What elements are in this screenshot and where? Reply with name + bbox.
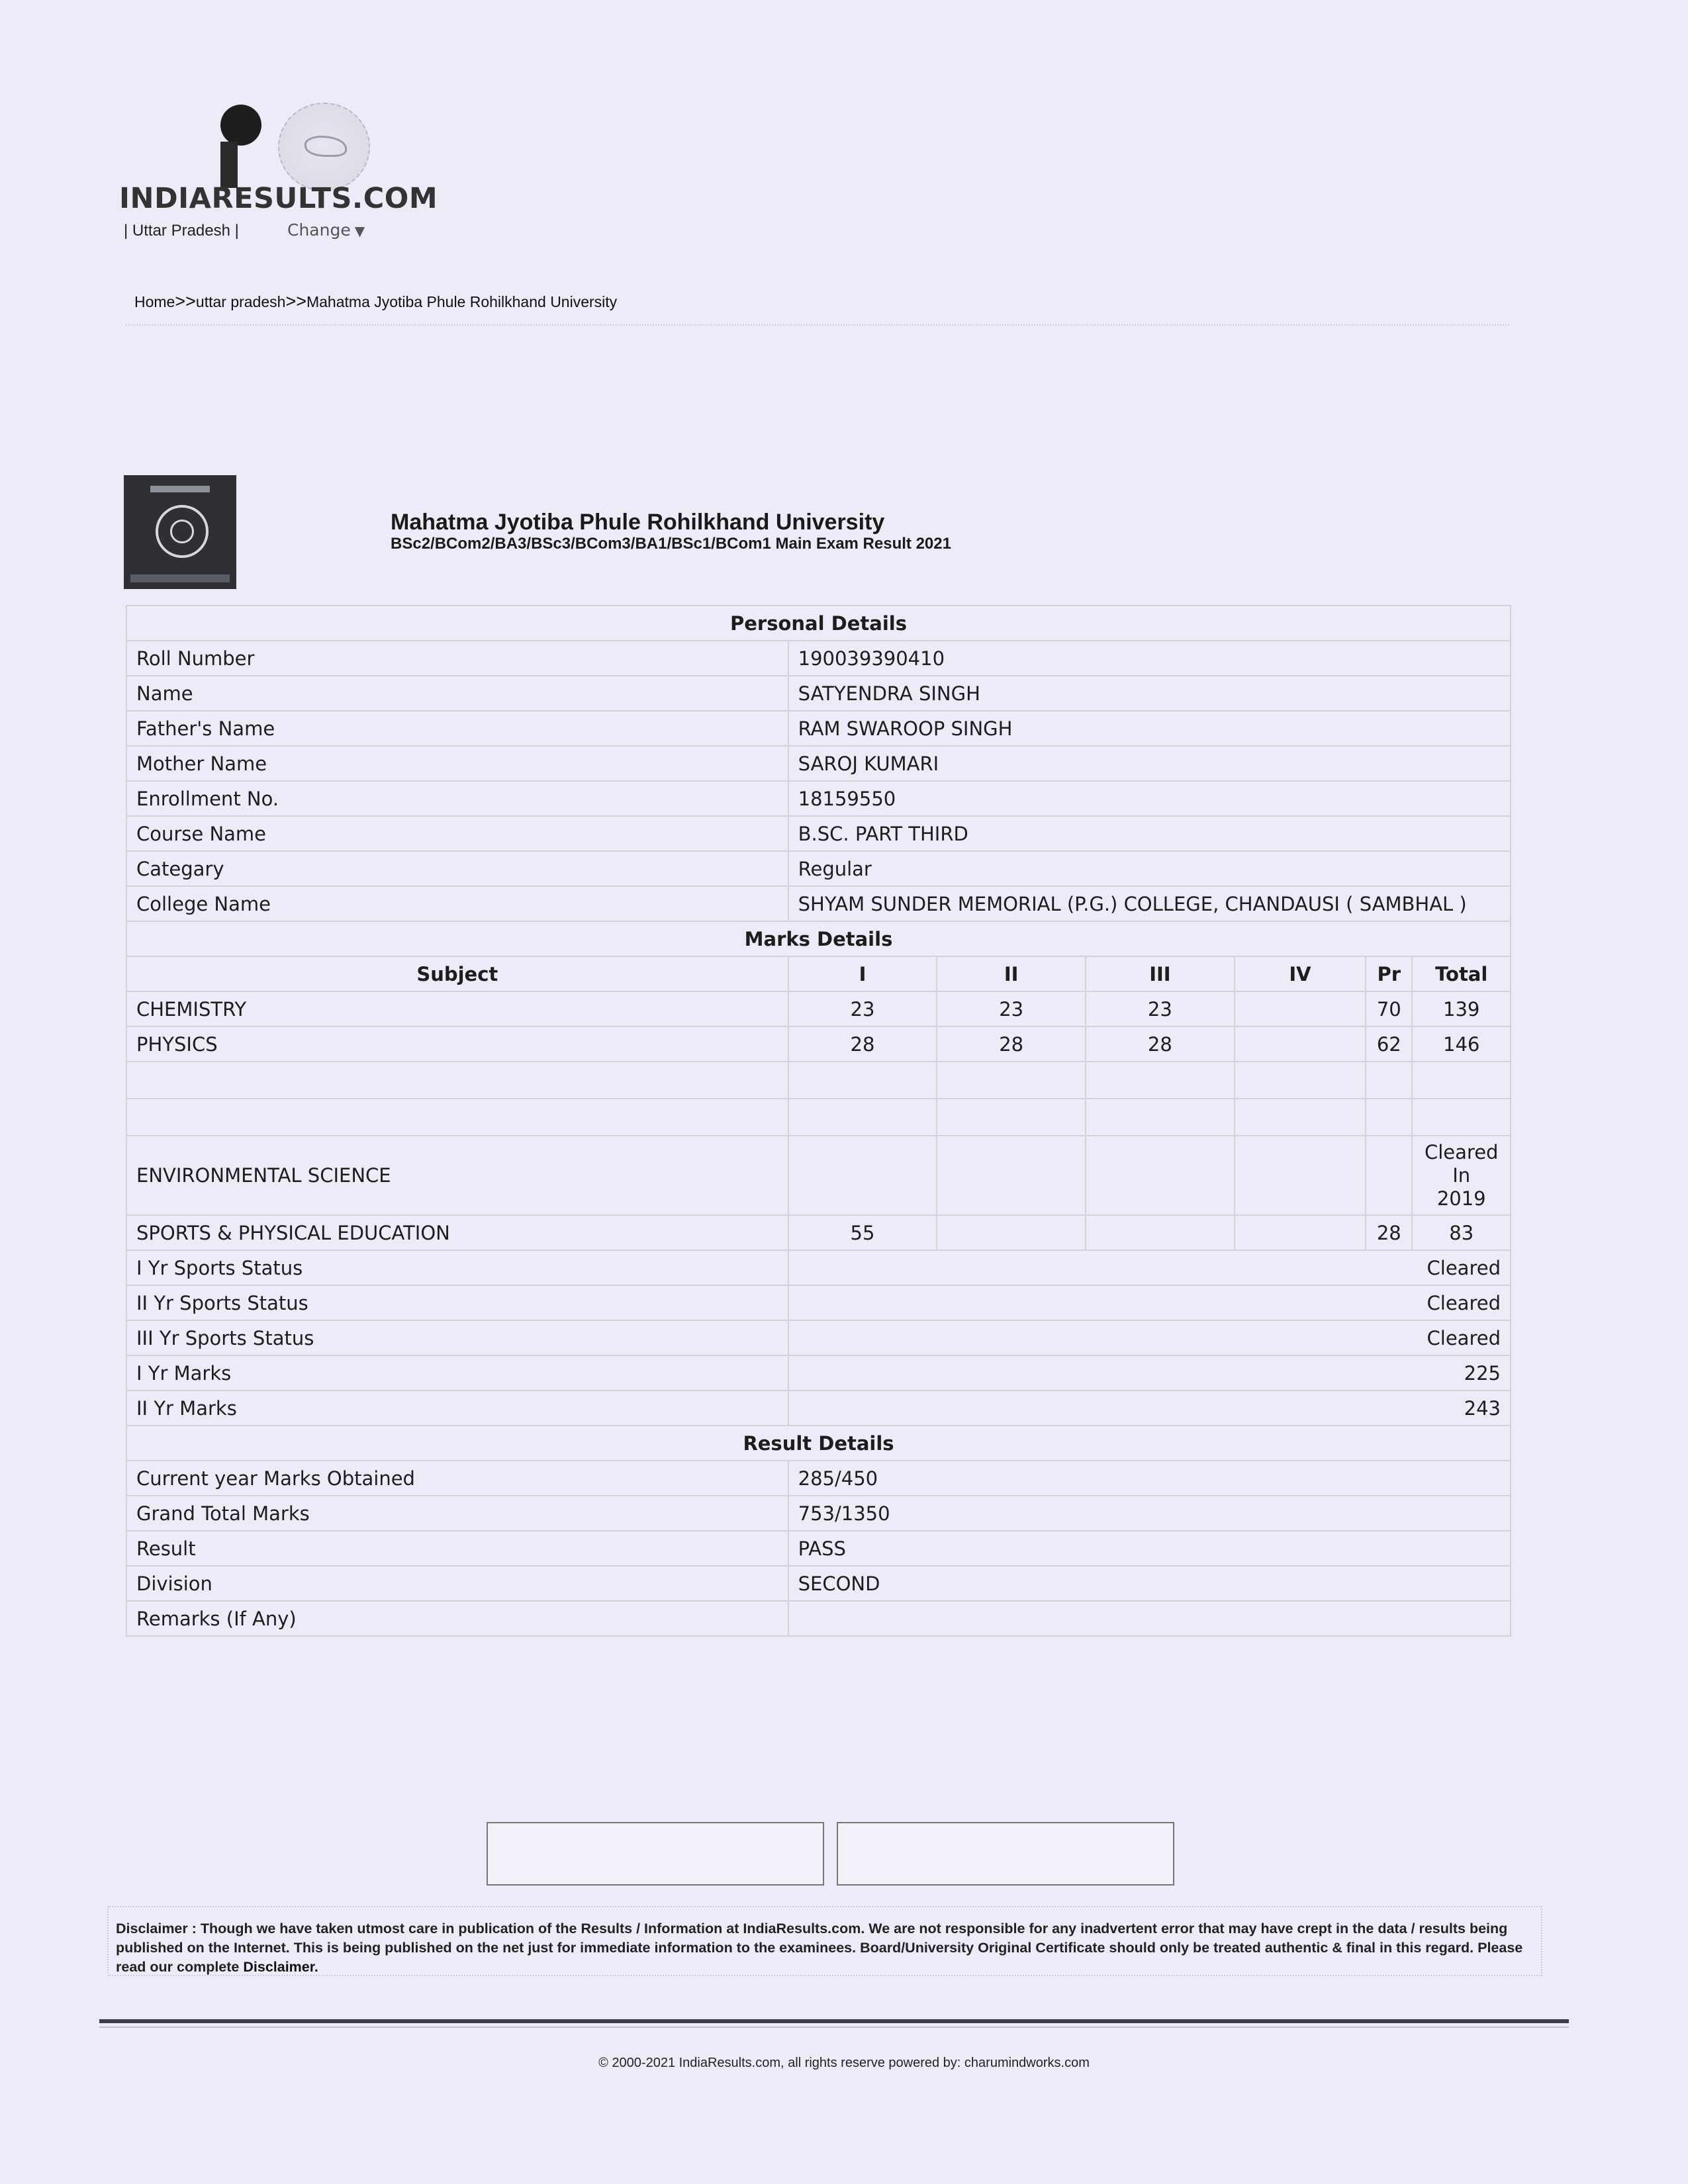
status-label: II Yr Marks	[126, 1390, 788, 1426]
status-row	[126, 1285, 1511, 1320]
field-label: Mother Name	[126, 746, 788, 781]
result-label: Division	[126, 1566, 788, 1601]
subject-name: CHEMISTRY	[126, 991, 788, 1026]
state-label: | Uttar Pradesh |	[124, 222, 239, 240]
field-label: College Name	[126, 886, 788, 921]
field-value: SAROJ KUMARI	[788, 746, 1511, 781]
column-header-iii: III	[1086, 956, 1235, 991]
column-header-ii: II	[937, 956, 1086, 991]
field-value: SHYAM SUNDER MEMORIAL (P.G.) COLLEGE, CHANDAUSI ( SAMBHAL )	[788, 886, 1511, 921]
marks-pr: 62	[1366, 1026, 1412, 1062]
column-header-i: I	[788, 956, 937, 991]
breadcrumb-state[interactable]: uttar pradesh	[195, 293, 286, 310]
status-line: Cleared	[1424, 1140, 1499, 1163]
marks-row	[126, 1215, 1511, 1250]
personal-row	[126, 711, 1511, 746]
university-title: Mahatma Jyotiba Phule Rohilkhand University	[391, 510, 885, 535]
status-value: 225	[788, 1355, 1511, 1390]
subject-name: PHYSICS	[126, 1026, 788, 1062]
marks-header-row	[126, 956, 1511, 991]
marks-iii: 23	[1086, 991, 1235, 1026]
change-state-link[interactable]	[287, 220, 365, 240]
field-label: Name	[126, 676, 788, 711]
chevron-down-icon: ▼	[354, 223, 365, 239]
field-value: B.SC. PART THIRD	[788, 816, 1511, 851]
disclaimer-text	[116, 1919, 1529, 1977]
status-row	[126, 1320, 1511, 1355]
header-divider	[126, 324, 1509, 326]
personal-row	[126, 886, 1511, 921]
column-header-pr: Pr	[1366, 956, 1412, 991]
field-value: 18159550	[788, 781, 1511, 816]
column-header-total: Total	[1412, 956, 1511, 991]
marks-total: 83	[1412, 1215, 1511, 1250]
result-label: Result	[126, 1531, 788, 1566]
personal-row	[126, 816, 1511, 851]
result-row	[126, 1496, 1511, 1531]
site-brand-logo[interactable]: INDIARESULTS.COM	[119, 182, 438, 215]
personal-row	[126, 781, 1511, 816]
breadcrumb	[134, 291, 617, 312]
section-header-row	[126, 921, 1511, 956]
personal-row	[126, 676, 1511, 711]
status-label: II Yr Sports Status	[126, 1285, 788, 1320]
result-row	[126, 1461, 1511, 1496]
personal-row	[126, 641, 1511, 676]
result-value	[788, 1601, 1511, 1636]
result-label: Remarks (If Any)	[126, 1601, 788, 1636]
column-header-subject: Subject	[126, 956, 788, 991]
subject-name: SPORTS & PHYSICAL EDUCATION	[126, 1215, 788, 1250]
copyright-text: © 2000-2021 IndiaResults.com, all rights reserve powered by: charumindworks.com	[598, 2056, 1090, 2070]
marks-total: 139	[1412, 991, 1511, 1026]
field-label: Father's Name	[126, 711, 788, 746]
change-label: Change	[287, 220, 351, 240]
status-label: I Yr Marks	[126, 1355, 788, 1390]
field-label: Categary	[126, 851, 788, 886]
marks-i: 28	[788, 1026, 937, 1062]
action-button-1[interactable]	[487, 1822, 824, 1886]
result-value: SECOND	[788, 1566, 1511, 1601]
marks-details-heading: Marks Details	[126, 921, 1511, 956]
result-table	[126, 605, 1511, 1637]
personal-row	[126, 746, 1511, 781]
marks-row	[126, 1136, 1511, 1215]
marks-iii: 28	[1086, 1026, 1235, 1062]
status-line: In	[1452, 1163, 1471, 1187]
field-value: Regular	[788, 851, 1511, 886]
result-details-heading: Result Details	[126, 1426, 1511, 1461]
disclaimer-body: Disclaimer : Though we have taken utmost care in publication of the Results / Information at IndiaResults.com. We are not responsible for any inadvertent error that may have crept in the data / results being published on the Internet. This is being published on the net just for immediate information to the examinees. Board/University Original Certificate should only be treated authentic & final in this regard. Please read our complete	[116, 1921, 1523, 1975]
marks-pr: 70	[1366, 991, 1412, 1026]
result-value: PASS	[788, 1531, 1511, 1566]
footer-divider-thin	[99, 2026, 1569, 2028]
logo-head-shape	[220, 105, 261, 146]
result-row	[126, 1601, 1511, 1636]
personal-details-heading: Personal Details	[126, 606, 1511, 641]
brand-logo-figure	[215, 105, 268, 191]
status-line: 2019	[1436, 1187, 1486, 1210]
field-value: SATYENDRA SINGH	[788, 676, 1511, 711]
result-row	[126, 1531, 1511, 1566]
marks-row	[126, 991, 1511, 1026]
column-header-iv: IV	[1235, 956, 1366, 991]
status-row	[126, 1355, 1511, 1390]
marks-ii: 28	[937, 1026, 1086, 1062]
result-label: Current year Marks Obtained	[126, 1461, 788, 1496]
uttar-pradesh-map-icon	[278, 103, 370, 191]
marks-iv	[1235, 1026, 1366, 1062]
status-row	[126, 1390, 1511, 1426]
result-value: 285/450	[788, 1461, 1511, 1496]
status-value: Cleared	[788, 1285, 1511, 1320]
marks-iv	[1235, 991, 1366, 1026]
logo-neck-shape	[220, 142, 238, 188]
breadcrumb-home[interactable]: Home	[134, 293, 175, 310]
result-label: Grand Total Marks	[126, 1496, 788, 1531]
footer-divider	[99, 2019, 1569, 2023]
marks-row	[126, 1026, 1511, 1062]
marks-total-status	[1412, 1136, 1511, 1215]
status-row	[126, 1250, 1511, 1285]
result-value: 753/1350	[788, 1496, 1511, 1531]
status-value: Cleared	[788, 1320, 1511, 1355]
section-header-row	[126, 606, 1511, 641]
status-value: 243	[788, 1390, 1511, 1426]
breadcrumb-university[interactable]: Mahatma Jyotiba Phule Rohilkhand University	[306, 293, 618, 310]
empty-marks-row	[126, 1099, 1511, 1136]
status-value: Cleared	[788, 1250, 1511, 1285]
empty-marks-row	[126, 1062, 1511, 1099]
field-label: Enrollment No.	[126, 781, 788, 816]
field-label: Course Name	[126, 816, 788, 851]
breadcrumb-separator: >>	[175, 291, 196, 311]
personal-row	[126, 851, 1511, 886]
disclaimer-link[interactable]: Disclaimer.	[243, 1959, 318, 1975]
marks-total: 146	[1412, 1026, 1511, 1062]
subject-name: ENVIRONMENTAL SCIENCE	[126, 1136, 788, 1215]
university-emblem	[124, 475, 236, 589]
status-label: I Yr Sports Status	[126, 1250, 788, 1285]
result-row	[126, 1566, 1511, 1601]
breadcrumb-separator: >>	[285, 291, 306, 311]
field-label: Roll Number	[126, 641, 788, 676]
field-value: RAM SWAROOP SINGH	[788, 711, 1511, 746]
marks-i: 55	[788, 1215, 937, 1250]
marks-pr: 28	[1366, 1215, 1412, 1250]
marks-i: 23	[788, 991, 937, 1026]
exam-title: BSc2/BCom2/BA3/BSc3/BCom3/BA1/BSc1/BCom1 Main Exam Result 2021	[391, 535, 951, 553]
marks-ii: 23	[937, 991, 1086, 1026]
section-header-row	[126, 1426, 1511, 1461]
status-label: III Yr Sports Status	[126, 1320, 788, 1355]
action-button-2[interactable]	[837, 1822, 1174, 1886]
field-value: 190039390410	[788, 641, 1511, 676]
